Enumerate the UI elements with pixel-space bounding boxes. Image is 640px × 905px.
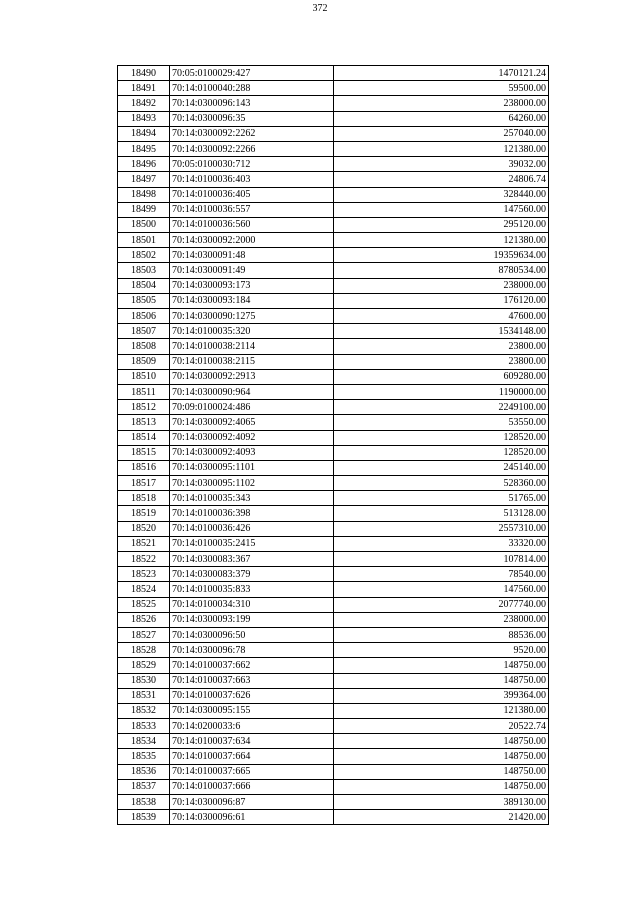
value-cell: 148750.00 (334, 734, 549, 749)
cadastral-number-cell: 70:14:0300096:78 (170, 643, 334, 658)
table-row (118, 445, 549, 460)
value-cell: 238000.00 (334, 278, 549, 293)
table-row (118, 688, 549, 703)
value-cell: 245140.00 (334, 460, 549, 475)
value-cell: 238000.00 (334, 96, 549, 111)
value-cell: 107814.00 (334, 552, 549, 567)
row-number-cell: 18520 (118, 521, 170, 536)
table-row (118, 369, 549, 384)
cadastral-number-cell: 70:14:0100035:833 (170, 582, 334, 597)
value-cell: 88536.00 (334, 627, 549, 642)
row-number-cell: 18537 (118, 779, 170, 794)
row-number-cell: 18539 (118, 810, 170, 825)
table-row (118, 293, 549, 308)
row-number-cell: 18505 (118, 293, 170, 308)
cadastral-number-cell: 70:14:0300083:379 (170, 567, 334, 582)
value-cell: 20522.74 (334, 719, 549, 734)
value-cell: 1534148.00 (334, 324, 549, 339)
row-number-cell: 18512 (118, 400, 170, 415)
cadastral-number-cell: 70:14:0300095:1101 (170, 460, 334, 475)
table-body (118, 66, 549, 825)
row-number-cell: 18500 (118, 217, 170, 232)
table-row (118, 582, 549, 597)
cadastral-number-cell: 70:14:0100037:626 (170, 688, 334, 703)
table-row (118, 476, 549, 491)
value-cell: 9520.00 (334, 643, 549, 658)
value-cell: 513128.00 (334, 506, 549, 521)
table-row (118, 248, 549, 263)
table-row (118, 749, 549, 764)
value-cell: 24806.74 (334, 172, 549, 187)
row-number-cell: 18508 (118, 339, 170, 354)
cadastral-number-cell: 70:14:0300092:2913 (170, 369, 334, 384)
table-row (118, 141, 549, 156)
table-row (118, 233, 549, 248)
row-number-cell: 18509 (118, 354, 170, 369)
table-row (118, 810, 549, 825)
cadastral-number-cell: 70:14:0300090:1275 (170, 309, 334, 324)
table-row (118, 597, 549, 612)
value-cell: 528360.00 (334, 476, 549, 491)
cadastral-number-cell: 70:14:0300093:199 (170, 612, 334, 627)
row-number-cell: 18536 (118, 764, 170, 779)
row-number-cell: 18517 (118, 476, 170, 491)
value-cell: 399364.00 (334, 688, 549, 703)
table-row (118, 430, 549, 445)
table-row (118, 552, 549, 567)
cadastral-number-cell: 70:14:0300092:2000 (170, 233, 334, 248)
cadastral-number-cell: 70:14:0100037:665 (170, 764, 334, 779)
table-row (118, 126, 549, 141)
table-row (118, 719, 549, 734)
row-number-cell: 18504 (118, 278, 170, 293)
row-number-cell: 18526 (118, 612, 170, 627)
cadastral-number-cell: 70:14:0100035:320 (170, 324, 334, 339)
table-row (118, 703, 549, 718)
table-row (118, 795, 549, 810)
table-row (118, 81, 549, 96)
table-row (118, 779, 549, 794)
table-row (118, 324, 549, 339)
row-number-cell: 18538 (118, 795, 170, 810)
table-row (118, 536, 549, 551)
row-number-cell: 18521 (118, 536, 170, 551)
cadastral-number-cell: 70:14:0100038:2115 (170, 354, 334, 369)
table-row (118, 263, 549, 278)
table-row (118, 506, 549, 521)
cadastral-number-cell: 70:14:0300096:35 (170, 111, 334, 126)
table-row (118, 567, 549, 582)
cadastral-number-cell: 70:14:0300091:49 (170, 263, 334, 278)
row-number-cell: 18502 (118, 248, 170, 263)
row-number-cell: 18527 (118, 627, 170, 642)
value-cell: 121380.00 (334, 141, 549, 156)
cadastral-number-cell: 70:14:0300092:2266 (170, 141, 334, 156)
table-row (118, 202, 549, 217)
value-cell: 19359634.00 (334, 248, 549, 263)
row-number-cell: 18523 (118, 567, 170, 582)
table-row (118, 764, 549, 779)
value-cell: 33320.00 (334, 536, 549, 551)
table-row (118, 400, 549, 415)
table-row (118, 217, 549, 232)
table-row (118, 96, 549, 111)
row-number-cell: 18528 (118, 643, 170, 658)
table-row (118, 172, 549, 187)
table-row (118, 521, 549, 536)
registry-table (117, 65, 549, 825)
value-cell: 23800.00 (334, 339, 549, 354)
cadastral-number-cell: 70:14:0100035:343 (170, 491, 334, 506)
table-row (118, 157, 549, 172)
value-cell: 295120.00 (334, 217, 549, 232)
cadastral-number-cell: 70:14:0300090:964 (170, 384, 334, 399)
cadastral-number-cell: 70:14:0100036:560 (170, 217, 334, 232)
row-number-cell: 18533 (118, 719, 170, 734)
cadastral-number-cell: 70:14:0300096:50 (170, 627, 334, 642)
row-number-cell: 18501 (118, 233, 170, 248)
row-number-cell: 18530 (118, 673, 170, 688)
row-number-cell: 18519 (118, 506, 170, 521)
table-row (118, 658, 549, 673)
row-number-cell: 18511 (118, 384, 170, 399)
value-cell: 609280.00 (334, 369, 549, 384)
cadastral-number-cell: 70:14:0100037:666 (170, 779, 334, 794)
cadastral-number-cell: 70:14:0300092:4093 (170, 445, 334, 460)
cadastral-number-cell: 70:14:0300092:4092 (170, 430, 334, 445)
value-cell: 39032.00 (334, 157, 549, 172)
value-cell: 147560.00 (334, 582, 549, 597)
table-row (118, 278, 549, 293)
row-number-cell: 18492 (118, 96, 170, 111)
cadastral-number-cell: 70:14:0300096:87 (170, 795, 334, 810)
cadastral-number-cell: 70:14:0200033:6 (170, 719, 334, 734)
table-row (118, 491, 549, 506)
cadastral-number-cell: 70:14:0300095:1102 (170, 476, 334, 491)
cadastral-number-cell: 70:05:0100030:712 (170, 157, 334, 172)
row-number-cell: 18503 (118, 263, 170, 278)
value-cell: 2249100.00 (334, 400, 549, 415)
cadastral-number-cell: 70:14:0100037:664 (170, 749, 334, 764)
row-number-cell: 18496 (118, 157, 170, 172)
value-cell: 78540.00 (334, 567, 549, 582)
value-cell: 257040.00 (334, 126, 549, 141)
table-row (118, 354, 549, 369)
row-number-cell: 18490 (118, 66, 170, 81)
table-row (118, 309, 549, 324)
value-cell: 148750.00 (334, 749, 549, 764)
value-cell: 148750.00 (334, 764, 549, 779)
row-number-cell: 18507 (118, 324, 170, 339)
row-number-cell: 18506 (118, 309, 170, 324)
value-cell: 1190000.00 (334, 384, 549, 399)
cadastral-number-cell: 70:14:0300095:155 (170, 703, 334, 718)
table-row (118, 673, 549, 688)
value-cell: 148750.00 (334, 658, 549, 673)
table-row (118, 384, 549, 399)
value-cell: 59500.00 (334, 81, 549, 96)
value-cell: 23800.00 (334, 354, 549, 369)
value-cell: 8780534.00 (334, 263, 549, 278)
row-number-cell: 18493 (118, 111, 170, 126)
value-cell: 2077740.00 (334, 597, 549, 612)
row-number-cell: 18499 (118, 202, 170, 217)
cadastral-number-cell: 70:14:0100037:663 (170, 673, 334, 688)
row-number-cell: 18514 (118, 430, 170, 445)
cadastral-number-cell: 70:14:0100036:426 (170, 521, 334, 536)
row-number-cell: 18534 (118, 734, 170, 749)
value-cell: 121380.00 (334, 233, 549, 248)
row-number-cell: 18498 (118, 187, 170, 202)
row-number-cell: 18495 (118, 141, 170, 156)
value-cell: 328440.00 (334, 187, 549, 202)
value-cell: 51765.00 (334, 491, 549, 506)
cadastral-number-cell: 70:14:0100038:2114 (170, 339, 334, 354)
cadastral-number-cell: 70:14:0300092:4065 (170, 415, 334, 430)
cadastral-number-cell: 70:14:0300093:173 (170, 278, 334, 293)
cadastral-number-cell: 70:14:0100036:398 (170, 506, 334, 521)
row-number-cell: 18491 (118, 81, 170, 96)
row-number-cell: 18529 (118, 658, 170, 673)
value-cell: 121380.00 (334, 703, 549, 718)
value-cell: 128520.00 (334, 445, 549, 460)
table-row (118, 339, 549, 354)
cadastral-number-cell: 70:14:0100035:2415 (170, 536, 334, 551)
cadastral-number-cell: 70:14:0100036:405 (170, 187, 334, 202)
row-number-cell: 18494 (118, 126, 170, 141)
value-cell: 47600.00 (334, 309, 549, 324)
table-row (118, 187, 549, 202)
row-number-cell: 18535 (118, 749, 170, 764)
table-row (118, 111, 549, 126)
row-number-cell: 18516 (118, 460, 170, 475)
value-cell: 128520.00 (334, 430, 549, 445)
cadastral-number-cell: 70:14:0300092:2262 (170, 126, 334, 141)
table-row (118, 460, 549, 475)
cadastral-number-cell: 70:05:0100029:427 (170, 66, 334, 81)
row-number-cell: 18522 (118, 552, 170, 567)
table-row (118, 66, 549, 81)
cadastral-number-cell: 70:14:0100040:288 (170, 81, 334, 96)
value-cell: 238000.00 (334, 612, 549, 627)
value-cell: 64260.00 (334, 111, 549, 126)
value-cell: 389130.00 (334, 795, 549, 810)
page-number: 372 (312, 3, 328, 14)
cadastral-number-cell: 70:14:0300091:48 (170, 248, 334, 263)
value-cell: 148750.00 (334, 779, 549, 794)
row-number-cell: 18531 (118, 688, 170, 703)
cadastral-number-cell: 70:14:0300096:143 (170, 96, 334, 111)
value-cell: 1470121.24 (334, 66, 549, 81)
cadastral-number-cell: 70:14:0100034:310 (170, 597, 334, 612)
table-row (118, 415, 549, 430)
value-cell: 2557310.00 (334, 521, 549, 536)
value-cell: 53550.00 (334, 415, 549, 430)
value-cell: 148750.00 (334, 673, 549, 688)
cadastral-number-cell: 70:14:0100037:634 (170, 734, 334, 749)
value-cell: 147560.00 (334, 202, 549, 217)
cadastral-number-cell: 70:14:0100037:662 (170, 658, 334, 673)
cadastral-number-cell: 70:14:0100036:403 (170, 172, 334, 187)
table-row (118, 643, 549, 658)
table-row (118, 734, 549, 749)
table-row (118, 612, 549, 627)
row-number-cell: 18525 (118, 597, 170, 612)
cadastral-number-cell: 70:14:0100036:557 (170, 202, 334, 217)
row-number-cell: 18510 (118, 369, 170, 384)
table-row (118, 627, 549, 642)
row-number-cell: 18532 (118, 703, 170, 718)
row-number-cell: 18513 (118, 415, 170, 430)
cadastral-number-cell: 70:14:0300083:367 (170, 552, 334, 567)
cadastral-number-cell: 70:14:0300096:61 (170, 810, 334, 825)
cadastral-number-cell: 70:14:0300093:184 (170, 293, 334, 308)
row-number-cell: 18518 (118, 491, 170, 506)
cadastral-number-cell: 70:09:0100024:486 (170, 400, 334, 415)
row-number-cell: 18515 (118, 445, 170, 460)
row-number-cell: 18497 (118, 172, 170, 187)
value-cell: 176120.00 (334, 293, 549, 308)
value-cell: 21420.00 (334, 810, 549, 825)
row-number-cell: 18524 (118, 582, 170, 597)
